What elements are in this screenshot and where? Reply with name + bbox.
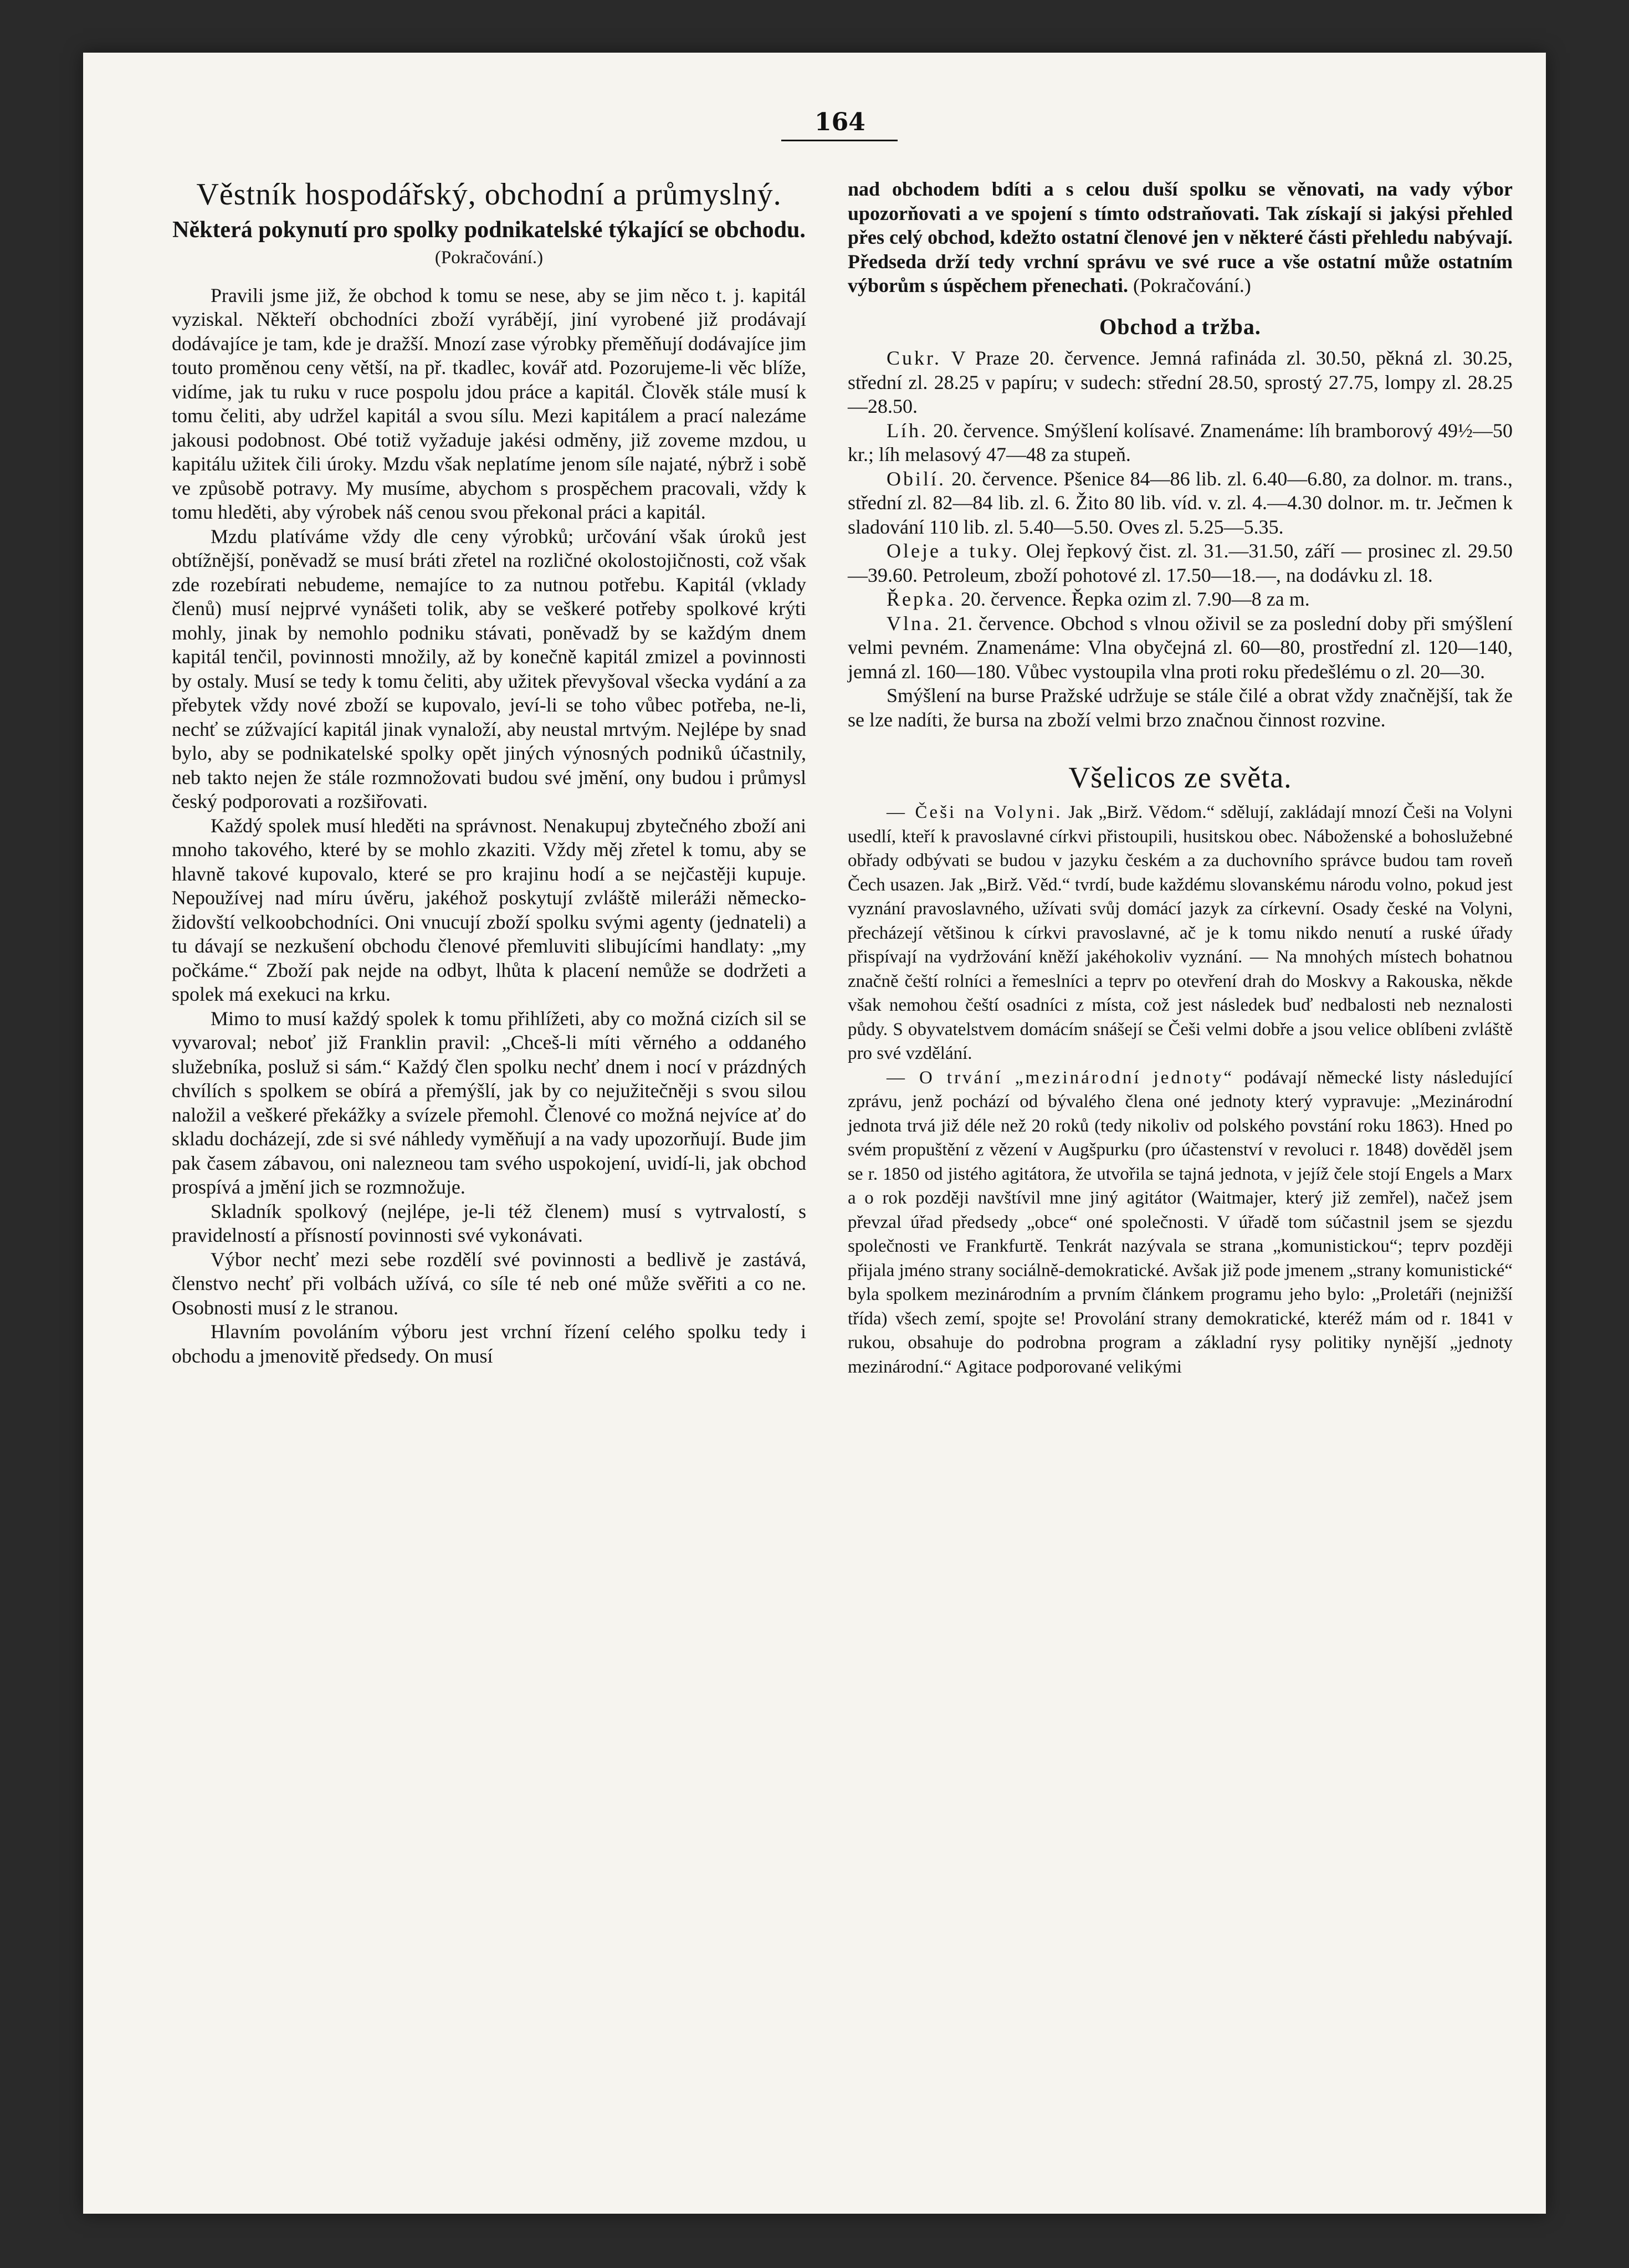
right-column <box>848 177 1513 1379</box>
continuation-note: (Pokračování.) <box>434 248 544 268</box>
market-item <box>848 587 1513 612</box>
market-item-text: 20. července. Pšenice 84—86 lib. zl. 6.40—6.80, za dolnor. m. trans., střední zl. 82—84 lib. zl. 6. Žito 80 lib. víd. v. zl. 4.—4.30 dolnor. m. tr. Ječmen k sladování 110 lib. zl. 5.40—5.50. Oves zl. 5.25—5.35. <box>848 467 1513 538</box>
continued-paragraph <box>848 177 1513 298</box>
article-paragraph: Každý spolek musí hleděti na správnost. Nenakupuj zbytečného zboží ani mnoho takového, které by se mohlo zkaziti. Vždy měj zřetel k tomu, aby se hlavně takové kupovalo, které se pro krajinu hodí a se nejčastěji kupuje. Nepoužívej nad míru úvěru, jakéhož poskytují zvláště mileráži německo-židovští velkoobchodníci. Oni vnucují zboží spolku svými agenty (jednateli) a tu dávají se nezkušení obchodu členové přemluviti slibujícími handlaty: „my počkáme.“ Zboží pak nejde na odbyt, lhůta k placení nemůže se dodržeti a spolek má exekuci na krku. <box>172 814 806 1005</box>
journal-title: Věstník hospodářský, obchodní a průmyslný. <box>196 177 782 212</box>
market-item <box>848 467 1513 540</box>
news-item-text: Jak „Birž. Vědom.“ sdělují, zakládají mnozí Češi na Volyni usedlí, kteří k pravoslavné církvi přistoupili, husitskou obec. Náboženské a bohoslužebné obřady odbývati se budou v jazyku českém a za duchovního správce budou tam roveň Čech usazen. Jak „Birž. Věd.“ tvrdí, bude každému slovanskému národu volno, pokud jest vyznání pravoslavného, užívati svůj domácí jazyk za církevní. Osady české na Volyni, přecházejí většinou k církvi pravoslavné, ač je k tomu nikdo nenutí a ruské úřady přispívají na vydržování kněží jakéhokoliv vyznání. — Na mnohých místech bohatnou značně čeští rolníci a řemeslníci a teprv po otevření drah do Moskvy a Rakouska, někde však nemohou čeští osadníci z místa, což jest následek buď nedbalosti neb neznalosti půdy. S obyvatelstvem domácím snášejí se Češi velmi dobře a jsou velice oblíbeni zvláště pro své vzdělání. <box>848 802 1513 1063</box>
market-item <box>848 539 1513 587</box>
market-item-label: Oleje a tuky. <box>887 540 1020 562</box>
article-paragraph: Výbor nechť mezi sebe rozdělí své povinnosti a bedlivě je zastává, členstvo nechť při volbách užívá, co síle té neb oné může svěřiti a co ne. Osobnosti musí z le stranou. <box>172 1248 806 1319</box>
article-heading: Některá pokynutí pro spolky podnikatelské týkající se obchodu. <box>172 217 806 243</box>
page-number: 164 <box>814 108 865 136</box>
article-paragraph: Pravili jsme již, že obchod k tomu se nese, aby se jim něco t. j. kapitál vyziskal. Někteří obchodníci zboží vyrábějí, jiní vyrobené již prodávají dodávajíce je tam, kde je dražší. Mnozí zase výrobky přeměňují dodávajíce jim touto proměnou ceny větší, na př. tkadlec, kovář atd. Pozorujeme-li věc blíže, vidíme, jak tu ruku v ruce pospolu jdou práce a kapitál. Člověk stále musí k tomu čeliti, aby udržel kapitál a svou sílu. Mezi kapitálem a prací nalezáme jakousi podobnost. Obé totiž vyžaduje jakési odměny, již zoveme mzdou, u kapitálu užitek čili úroky. Mzdu však neplatíme jenom síle najaté, nýbrž i sobě ve způsobě potravy. My musíme, abychom s prospěchem pracovali, vždy k tomu hleděti, aby výrobek náš cenou svou překonal práci a kapitál. <box>172 284 806 523</box>
article-paragraph: Mimo to musí každý spolek k tomu přihlížeti, aby co možná cizích sil se vyvaroval; neboť již Franklin pravil: „Chceš-li míti věrného a oddaného služebníka, posluž si sám.“ Každý člen spolku nechť dnem i nocí v prázdných chvílích s spolkem se obírá a přemýšlí, jak by co nejužitečněji s svou silou naložil a veškeré překážky a svízele přemohl. Členové co možná nejvíce ať do skladu docházejí, zde si své náhledy vyměňují a na vady upozorňují. Bude jim pak časem zábavou, oni nalezneou tam svého uspokojení, uvidí-li, jak obchod prospívá a jmění jich se rozmnožuje. <box>172 1007 806 1198</box>
continuation-note: (Pokračování.) <box>1133 274 1251 296</box>
article-paragraph: Skladník spolkový (nejlépe, je-li též členem) musí s vytrvalostí, s pravidelností a přísností povinnosti své vykonávati. <box>172 1200 806 1246</box>
market-item <box>848 612 1513 684</box>
market-item-text: 21. července. Obchod s vlnou oživil se za poslední doby při smýšlení velmi pevném. Znamenáme: Vlna obyčejná zl. 60—80, prostřední zl. 120—140, jemná zl. 160—180. Vůbec vystoupila vlna proti roku předešlému o zl. 20—30. <box>848 612 1513 683</box>
market-item-label: Obilí. <box>887 467 946 490</box>
market-item-label: Řepka. <box>887 588 956 610</box>
vselicos-heading: Všelicos ze světa. <box>1068 761 1292 794</box>
market-item-label: Líh. <box>887 419 928 442</box>
left-column <box>172 177 806 1368</box>
market-heading: Obchod a tržba. <box>1099 314 1261 339</box>
market-item-text: V Praze 20. července. Jemná rafináda zl. 30.50, pěkná zl. 30.25, střední zl. 28.25 v papíru; v sudech: střední 28.50, sprostý 27.75, lompy zl. 28.25—28.50. <box>848 347 1513 417</box>
continued-text: nad obchodem bdíti a s celou duší spolku se věnovati, na vady výbor upozorňovati a ve spojení s tímto odstraňovati. Tak získají si jakýsi přehled přes celý obchod, kdežto ostatní členové jen v některé části přehledu nabývají. Předseda drží tedy vrchní správu ve své ruce a vše ostatní může ostatním výborům s úspěchem přenechati. <box>848 178 1513 296</box>
page-number-rule <box>781 140 898 141</box>
market-item-label: Cukr. <box>887 347 942 369</box>
article-paragraph: Mzdu platíváme vždy dle ceny výrobků; určování však úroků jest obtížnější, poněvadž se musí bráti zřetel na rozličné okolostojičnosti, což však zde rozebírati nebudeme, nemajíce to za nutnou potřebu. Kapitál (vklady členů) musí nejprvé vynášeti tolik, aby se veškeré potřeby spolkové krýti mohly, jinak by nemohlo podniku stávati, poněvadž by se každým dnem kapitál tenčil, povinnosti množily, až by konečně kapitál zmizel a povinnosti by ostaly. Musí se tedy k tomu čeliti, aby užitek převyšoval všecka vydání a za přebytek vždy nové zboží se kupovalo, jeví-li se toho vůbec potřeba, ne-li, nechť se zúžvající kapitál jinak vynaloží, aby neustal mrtvým. Nejlépe by snad bylo, aby se podnikatelské spolky opět jiných výnosných podniků účastnily, neb takto nejen že stále rozmnožovati budou své jmění, ony budou i průmysl český podporovati a rozšiřovati. <box>172 525 806 812</box>
news-item-label: — O trvání „mezinárodní jednoty“ <box>887 1067 1234 1088</box>
market-item-label: Vlna. <box>887 612 941 634</box>
news-item-text: podávají německé listy následující zprávu, jenž pochází od bývalého člena oné jednoty který vypravuje: „Mezinárodní jednota trvá již déle než 20 roků (tedy nikoliv od polského povstání roku 1863). Hned po svém propuštění z vězení v Augšpurku (pro účastenství v revoluci r. 1848) dověděl jsem se r. 1850 od jistého agitátora, že utvořila se tajná jednota, v jejíž čele stojí Engels a Marx a o rok později navštívil mne jiný agitátor (Waitmajer, který již zemřel), načež jsem převzal úřad předsedy „obce“ oné společnosti. V úřadě tom súčastnil jsem se sjezdu společnosti ve Frankfurtě. Tenkrát nazývala se strana „komunistickou“; teprv později přijala jméno strany sociálně-demokratické. Avšak již pode jmenem „strany komunistické“ byla spolkem mezinárodním a prvním článkem programu jeho bylo: „Proletáři (nejnižší třída) všech zemí, spojte se! Provolání strany demokratické, kteréž mám od r. 1841 v rukou, obsahuje do podrobna program a základní rysy politiky nynější „jednoty mezinárodní.“ Agitace podporované velikými <box>848 1067 1513 1377</box>
market-item-text: Olej řepkový čist. zl. 31.—31.50, září — prosinec zl. 29.50—39.60. Petroleum, zboží pohotové zl. 17.50—18.—, na dodávku zl. 18. <box>848 540 1513 586</box>
news-item-label: — Češi na Volyni. <box>887 802 1063 822</box>
news-item <box>848 1066 1513 1380</box>
market-item <box>848 419 1513 467</box>
market-item-text: 20. července. Smýšlení kolísavé. Znamenáme: líh bramborový 49½—50 kr.; líh melasový 47—48 za stupeň. <box>848 419 1513 465</box>
market-item-text: 20. července. Řepka ozim zl. 7.90—8 za m. <box>960 588 1310 610</box>
market-closing: Smýšlení na burse Pražské udržuje se stále čilé a obrat vždy značnější, tak že se lze nadíti, že bursa na zboží velmi brzo značnou činnost rozvine. <box>848 684 1513 731</box>
news-item <box>848 801 1513 1066</box>
article-paragraph: Hlavním povoláním výboru jest vrchní řízení celého spolku tedy i obchodu a jmenovitě předsedy. On musí <box>172 1320 806 1367</box>
market-item <box>848 346 1513 419</box>
